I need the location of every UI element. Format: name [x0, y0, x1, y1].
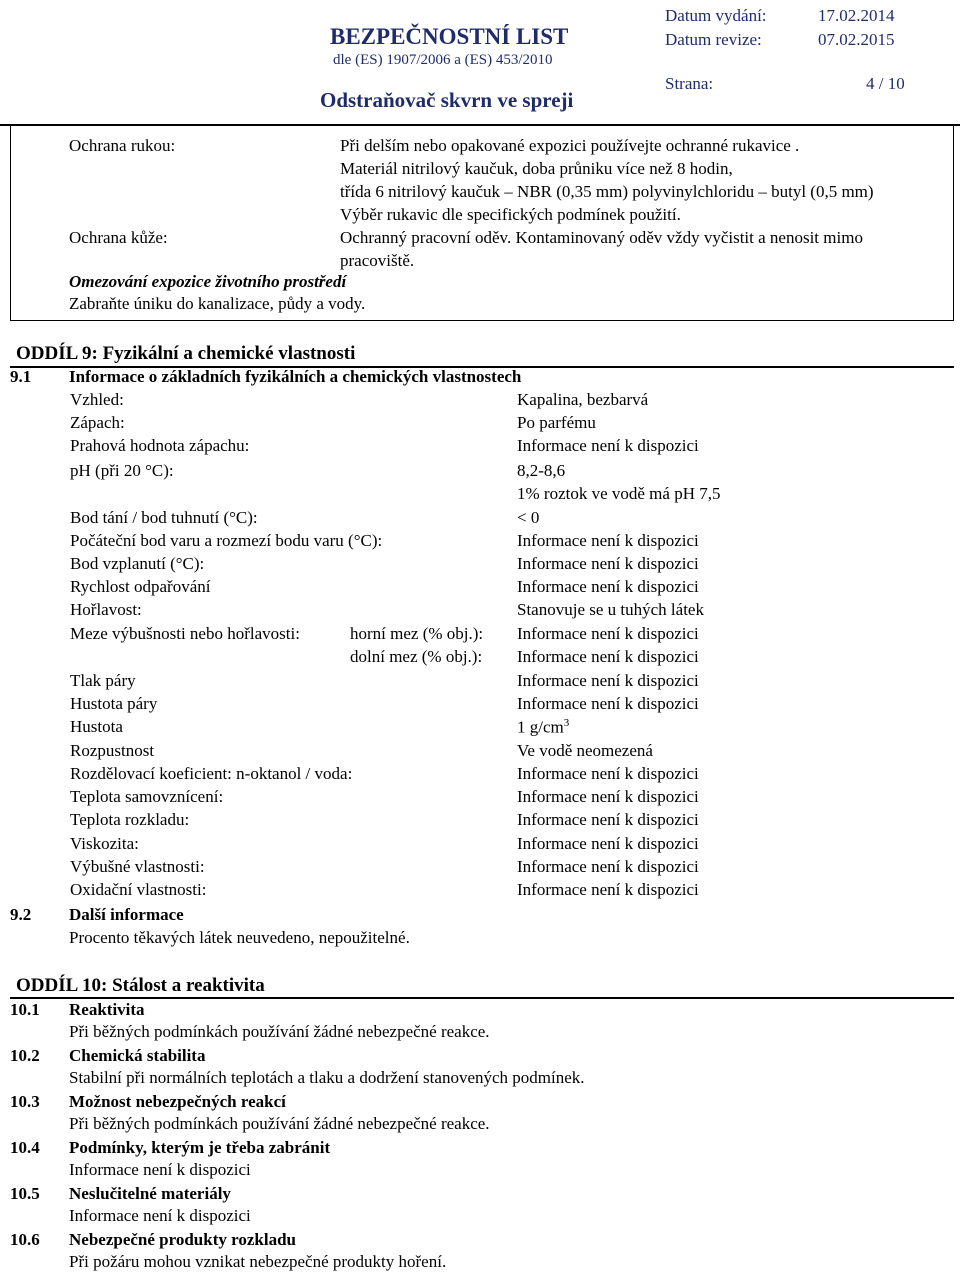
subsection-title: Nebezpečné produkty rozkladu: [69, 1230, 297, 1249]
property-label: Zápach:: [70, 413, 125, 432]
property-value: Informace není k dispozici: [517, 647, 699, 666]
subsection-title: Další informace: [69, 905, 184, 924]
property-label: Oxidační vlastnosti:: [70, 880, 207, 899]
property-sublabel: dolní mez (% obj.):: [350, 647, 483, 666]
property-value: Informace není k dispozici: [517, 880, 699, 899]
property-label: pH (při 20 °C):: [70, 461, 174, 480]
property-value: Informace není k dispozici: [517, 764, 699, 783]
revision-date-value: 07.02.2015: [818, 30, 895, 49]
property-value: Informace není k dispozici: [517, 857, 699, 876]
hand-protection-label: Ochrana rukou:: [69, 136, 176, 155]
property-label: Bod tání / bod tuhnutí (°C):: [70, 508, 258, 527]
skin-protection-label: Ochrana kůže:: [69, 228, 168, 247]
property-value: Informace není k dispozici: [517, 834, 699, 853]
subsection-number: 10.4: [10, 1138, 40, 1157]
subsection-title: Chemická stabilita: [69, 1046, 206, 1065]
property-label: Teplota samovznícení:: [70, 787, 224, 806]
subsection-number: 10.3: [10, 1092, 40, 1111]
property-value: Po parfému: [517, 413, 596, 432]
property-value: Informace není k dispozici: [517, 554, 699, 573]
section9-title: ODDÍL 9: Fyzikální a chemické vlastnosti: [16, 343, 356, 364]
subsection-text: Při běžných podmínkách používání žádné nebezpečné reakce.: [69, 1114, 490, 1133]
subsection-number: 9.2: [10, 905, 32, 924]
hand-protection-line: třída 6 nitrilový kaučuk – NBR (0,35 mm) polyvinylchloridu – butyl (0,5 mm): [340, 182, 874, 201]
env-exposure-text: Zabraňte úniku do kanalizace, půdy a vody.: [69, 294, 366, 313]
subsection-number: 10.5: [10, 1184, 40, 1203]
page-label: Strana:: [665, 74, 714, 93]
subsection-text: Informace není k dispozici: [69, 1160, 251, 1179]
property-value: Informace není k dispozici: [517, 436, 699, 455]
box-bottom-border: [10, 320, 954, 321]
property-value: 8,2-8,6: [517, 461, 566, 480]
property-label: Výbušné vlastnosti:: [70, 857, 205, 876]
subsection-text: Stabilní při normálních teplotách a tlaku a dodržení stanovených podmínek.: [69, 1068, 585, 1087]
additional-info-text: Procento těkavých látek neuvedeno, nepoužitelné.: [69, 928, 410, 947]
property-value: Informace není k dispozici: [517, 694, 699, 713]
document-title: BEZPEČNOSTNÍ LIST: [330, 24, 569, 49]
header-divider: [0, 124, 960, 126]
property-value: Informace není k dispozici: [517, 671, 699, 690]
property-label: Hořlavost:: [70, 600, 142, 619]
subsection-text: Při požáru mohou vznikat nebezpečné produkty hoření.: [69, 1252, 447, 1271]
hand-protection-line: Materiál nitrilový kaučuk, doba průniku více než 8 hodin,: [340, 159, 733, 178]
property-label: Rozpustnost: [70, 741, 155, 760]
subsection-title: Neslučitelné materiály: [69, 1184, 231, 1203]
subsection-number: 10.2: [10, 1046, 40, 1065]
property-label: Prahová hodnota zápachu:: [70, 436, 250, 455]
box-right-border: [953, 126, 954, 320]
property-value: < 0: [517, 508, 540, 527]
subsection-number: 10.6: [10, 1230, 40, 1249]
property-label: Hustota: [70, 717, 123, 736]
box-left-border: [10, 126, 11, 320]
subsection-title: Podmínky, kterým je třeba zabránit: [69, 1138, 331, 1157]
property-label: Hustota páry: [70, 694, 158, 713]
skin-protection-line: pracoviště.: [340, 251, 415, 270]
hand-protection-line: Výběr rukavic dle specifických podmínek použití.: [340, 205, 681, 224]
section10-title: ODDÍL 10: Stálost a reaktivita: [16, 975, 265, 996]
subsection-title: Informace o základních fyzikálních a chemických vlastnostech: [69, 367, 522, 386]
property-value: Informace není k dispozici: [517, 577, 699, 596]
property-value: Stanovuje se u tuhých látek: [517, 600, 704, 619]
property-value: Informace není k dispozici: [517, 810, 699, 829]
page-number: 4 / 10: [866, 74, 905, 93]
property-value-superscript: 3: [563, 717, 570, 729]
property-label: Viskozita:: [70, 834, 139, 853]
property-label: Bod vzplanutí (°C):: [70, 554, 205, 573]
subsection-title: Reaktivita: [69, 1000, 145, 1019]
issue-date-value: 17.02.2014: [818, 6, 895, 25]
section10-underline: [10, 997, 954, 999]
subsection-number: 10.1: [10, 1000, 40, 1019]
product-name: Odstraňovač skvrn ve spreji: [320, 88, 574, 112]
subsection-text: Informace není k dispozici: [69, 1206, 251, 1225]
property-value: Informace není k dispozici: [517, 787, 699, 806]
property-label: Rychlost odpařování: [70, 577, 211, 596]
property-label: Počáteční bod varu a rozmezí bodu varu (°C):: [70, 531, 383, 550]
property-value: 1% roztok ve vodě má pH 7,5: [517, 484, 721, 503]
property-label: Vzhled:: [70, 390, 124, 409]
property-value: Ve vodě neomezená: [517, 741, 653, 760]
property-value: Informace není k dispozici: [517, 531, 699, 550]
property-value: 1 $g/cm^3$: [517, 717, 570, 737]
property-label: Meze výbušnosti nebo hořlavosti:: [70, 624, 300, 643]
property-sublabel: horní mez (% obj.):: [350, 624, 484, 643]
property-value: Informace není k dispozici: [517, 624, 699, 643]
subsection-text: Při běžných podmínkách používání žádné nebezpečné reakce.: [69, 1022, 490, 1041]
subsection-number: 9.1: [10, 367, 32, 386]
subsection-title: Možnost nebezpečných reakcí: [69, 1092, 286, 1111]
revision-date-label: Datum revize:: [665, 30, 762, 49]
regulation-text: dle (ES) 1907/2006 a (ES) 453/2010: [333, 52, 553, 68]
property-label: Teplota rozkladu:: [70, 810, 190, 829]
property-label: Tlak páry: [70, 671, 136, 690]
property-value: Kapalina, bezbarvá: [517, 390, 649, 409]
issue-date-label: Datum vydání:: [665, 6, 767, 25]
property-label: Rozdělovací koeficient: n-oktanol / voda:: [70, 764, 353, 783]
hand-protection-line: Při delším nebo opakované expozici používejte ochranné rukavice .: [340, 136, 800, 155]
env-exposure-title: Omezování expozice životního prostředí: [69, 272, 347, 291]
skin-protection-line: Ochranný pracovní oděv. Kontaminovaný oděv vždy vyčistit a nenosit mimo: [340, 228, 863, 247]
